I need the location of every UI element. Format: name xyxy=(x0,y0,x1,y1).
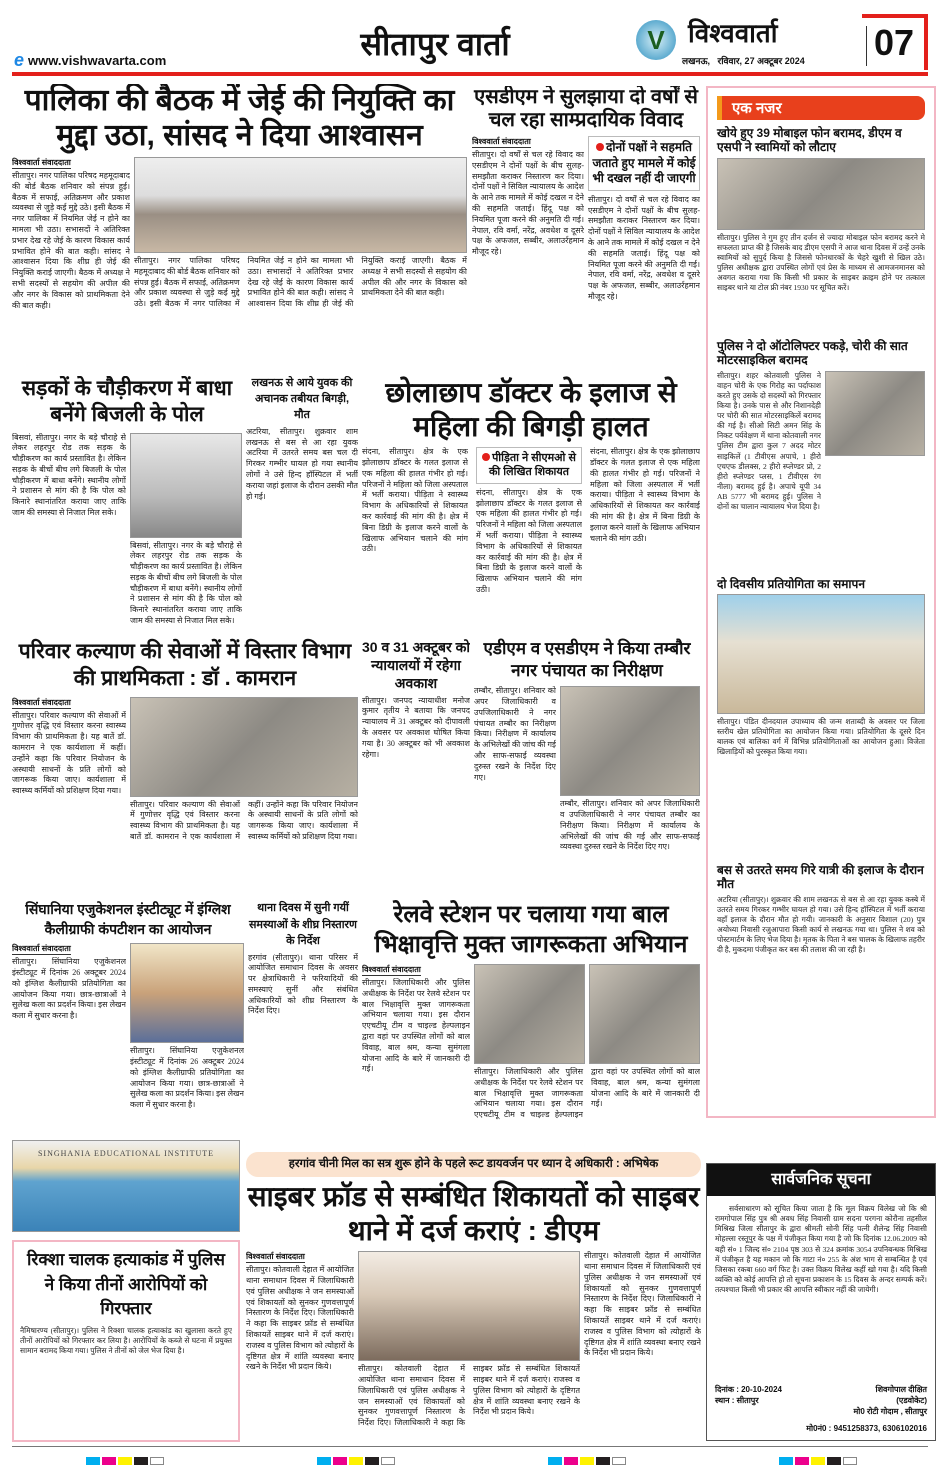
article-body: नैमिषारण्य (सीतापुर)। पुलिस ने रिक्शा चालक हत्याकांड का खुलासा करते हुए तीनों आरोपियों को गिरफ्तार कर लिया है। आरोपियों के कब्जे से घटना में प्रयुक्त सामान बरामद किया गया। पुलिस ने तीनों को जेल भेज दिया है। xyxy=(20,1325,232,1356)
bullet-icon xyxy=(482,453,490,461)
section-title: सीतापुर वार्ता xyxy=(360,26,510,62)
article-body: संदना, सीतापुर। क्षेत्र के एक झोलाछाप डॉक्टर के गलत इलाज से एक महिला की हालत गंभीर हो गई। परिजनों ने महिला को जिला अस्पताल में भर्ती कराया। पीड़िता ने स्वास्थ्य विभाग के अधिकारियों से शिकायत कर कार्रवाई की मांग की है। क्षेत्र में बिना डिग्री के इलाज करने वालों के खिलाफ अभियान चलाने की मांग उठी। xyxy=(362,447,468,554)
notice-title: सार्वजनिक सूचना xyxy=(707,1164,935,1196)
article-photo xyxy=(358,1251,580,1361)
headline-11: रेलवे स्टेशन पर चलाया गया बाल भिक्षावृत्ति मुक्त जागरूकता अभियान xyxy=(374,901,688,958)
headline-10: थाना दिवस में सुनी गयीं समस्याओं के शीघ्र निस्तारण के निर्देश xyxy=(248,902,357,947)
byline: विश्ववार्ता संवाददाता xyxy=(12,158,71,167)
pull-quote: दोनों पक्षों ने सहमति जताते हुए मामले में कोई भी दखल नहीं दी जाएगी xyxy=(588,136,700,191)
article-body: बिसवां, सीतापुर। नगर के बड़े चौराहे से लेकर लहरपुर रोड तक सड़क के चौड़ीकरण का कार्य प्रस्तावित है। लेकिन सड़क के बीचों बीच लगे बिजली के पोल चौड़ीकरण में बाधा बनेंगे। स्थानीय लोगों ने प्रशासन से मांग की है कि पोल को किनारे स्थानांतरित कराया जाए ताकि जाम की समस्या से निजात मिल सके। xyxy=(12,432,126,518)
rickshaw-story-box xyxy=(12,1240,240,1442)
article-photo xyxy=(130,697,358,797)
public-notice xyxy=(706,1163,936,1441)
headline-5: छोलाछाप डॉक्टर के इलाज से महिला की बिगड़ी हालत xyxy=(385,377,677,442)
article-body-cont: संदना, सीतापुर। क्षेत्र के एक झोलाछाप डॉक्टर के गलत इलाज से एक महिला की हालत गंभीर हो गई। परिजनों ने महिला को जिला अस्पताल में भर्ती कराया। पीड़िता ने स्वास्थ्य विभाग के अधिकारियों से शिकायत कर कार्रवाई की मांग की है। क्षेत्र में बिना डिग्री के इलाज करने वालों के खिलाफ अभियान चलाने की मांग उठी। xyxy=(476,487,582,594)
kicker-banner: हरगांव चीनी मिल का सत्र शुरू होने के पहले रूट डायवर्जन पर ध्यान दे अधिकारी : अभिषेक xyxy=(246,1152,701,1177)
sidebar-headline: खोये हुए 39 मोबाइल फोन बरामद, डीएम व एसपी ने स्वामियों को लौटाए xyxy=(717,126,902,155)
article-body-cont: सीतापुर। कोतवाली देहात में आयोजित थाना समाधान दिवस में जिलाधिकारी एवं पुलिस अधीक्षक ने जन समस्याओं एवं शिकायतों को सुनकर गुणवत्तापूर्ण निस्तारण के निर्देश दिए। जिलाधिकारी ने कहा कि साइबर फ्रॉड से सम्बंधित शिकायतें साइबर थाने में दर्ज कराएं। राजस्व व पुलिस विभाग को त्योहारों के दृष्टिगत क्षेत्र में शांति व्यवस्था बनाए रखने के निर्देश भी प्रदान किये। xyxy=(358,1364,580,1428)
sidebar-body: सीतापुर। शहर कोतवाली पुलिस ने वाहन चोरी के एक गिरोह का पर्दाफाश करते हुए उसके दो सदस्यों को गिरफ्तार किया है। उनके पास से और निशानदेही पर चोरी की सात मोटरसाइकिलें बरामद की गई है। सीओ सिटी अमन सिंह के निकट पर्यवेक्षण में थाना कोतवाली नगर पुलिस टीम द्वारा कुल 7 अदद मोटर साइकिलें (1 टीवीएस अपाचे, 1 हीरो एचएफ डीलक्स, 2 हीरो स्प्लेण्डर प्रो, 2 हीरो स्प्लेण्डर प्लस, 1 टीवीएस रंग नीला) बरामद हुई है। अपाचे यूपी 34 AB 5777 भी बरामद हुई। पुलिस ने दोनों का चालान न्यायालय भेज दिया है। xyxy=(717,370,821,512)
article-body-cont: तम्बौर, सीतापुर। शनिवार को अपर जिलाधिकारी व उपजिलाधिकारी ने नगर पंचायत तम्बौर का निरीक्षण किया। निरीक्षण में कार्यालय के अभिलेखों की जांच की गई और साफ-सफाई व्यवस्था दुरुस्त रखने के निर्देश दिए गए। xyxy=(560,799,700,852)
article-body: तम्बौर, सीतापुर। शनिवार को अपर जिलाधिकारी व उपजिलाधिकारी ने नगर पंचायत तम्बौर का निरीक्षण किया। निरीक्षण में कार्यालय के अभिलेखों की जांच की गई और साफ-सफाई व्यवस्था दुरुस्त रखने के निर्देश दिए गए। xyxy=(474,686,556,782)
article-10 xyxy=(248,900,358,1146)
sidebar-ek-nazar xyxy=(706,86,936,1118)
article-12 xyxy=(246,1152,701,1442)
article-body-cont: सीतापुर। कोतवाली देहात में आयोजित थाना समाधान दिवस में जिलाधिकारी एवं पुलिस अधीक्षक ने जन समस्याओं एवं शिकायतों को सुनकर गुणवत्तापूर्ण निस्तारण के निर्देश दिए। जिलाधिकारी ने कहा कि साइबर फ्रॉड से सम्बंधित शिकायतें साइबर थाने में दर्ज कराएं। राजस्व व पुलिस विभाग को त्योहारों के दृष्टिगत क्षेत्र में शांति व्यवस्था बनाए रखने के निर्देश भी प्रदान किये। xyxy=(584,1251,701,1358)
headline-13: रिक्शा चालक हत्याकांड में पुलिस ने किया तीनों आरोपियों को गिरफ्तार xyxy=(27,1250,225,1319)
article-11 xyxy=(362,900,700,1146)
article-1 xyxy=(12,84,467,348)
article-body: सीतापुर। जनपद न्यायाधीश मनोज कुमार तृतीय ने बताया कि जनपद न्यायालय में 31 अक्टूबर को दीपावली के अवसर पर अवकाश घोषित किया गया है। 30 अक्टूबर को भी अवकाश रहेगा। xyxy=(362,695,470,759)
notice-name: शिवगोपाल दीक्षित xyxy=(875,1385,927,1394)
headline-7: 30 व 31 अक्टूबर को न्यायालयों में रहेगा अवकाश xyxy=(362,639,470,692)
article-8 xyxy=(474,638,700,896)
notice-phone: मो0नं0 : 9451258373, 6306102016 xyxy=(806,1424,927,1433)
article-photo xyxy=(560,686,700,796)
headline-9: सिंघानिया एजुकेशनल इंस्टीट्यूट में इंग्लिश कैलीग्राफी कंपटीशन का आयोजन xyxy=(25,901,231,937)
header-rule xyxy=(12,72,928,76)
notice-role: (एडवोकेट) xyxy=(896,1396,927,1405)
article-2 xyxy=(472,86,700,368)
headline-12: साइबर फ्रॉड से सम्बंधित शिकायतों को साइबर थाने में दर्ज कराएं : डीएम xyxy=(247,1180,700,1246)
color-swatches xyxy=(86,1452,166,1470)
page-number-box xyxy=(862,14,928,70)
article-body-cont: सीतापुर। परिवार कल्याण की सेवाओं में गुणोत्तर वृद्धि एवं विस्तार करना स्वास्थ्य विभाग की प्राथमिकता है। यह बातें डॉ. कामरान ने एक कार्यशाला में कहीं। उन्होंने कहा कि परिवार नियोजन के अस्थायी साधनों के प्रति लोगों को जागरूक किया जाए। कार्यशाला में स्वास्थ्य कर्मियों को प्रशिक्षण दिया गया। xyxy=(130,799,358,841)
byline: विश्ववार्ता संवाददाता xyxy=(246,1252,305,1262)
headline-3: सड़कों के चौड़ीकरण में बाधा बनेंगे बिजली के पोल xyxy=(21,377,233,427)
article-body-cont: सीतापुर। जिलाधिकारी और पुलिस अधीक्षक के निर्देश पर रेलवे स्टेशन पर बाल भिक्षावृत्ति मुक्त जागरूकता अभियान चलाया गया। इस दौरान एएचटीयू टीम व चाइल्ड हेल्पलाइन द्वारा वहां पर उपस्थित लोगों को बाल विवाह, बाल श्रम, कन्या सुमंगला योजना आदि के बारे में जानकारी दी गई। xyxy=(474,1067,700,1120)
article-body: सीतापुर। सिंघानिया एजुकेशनल इंस्टीट्यूट में दिनांक 26 अक्टूबर 2024 को इंग्लिश कैलीग्राफी प्रतियोगिता का आयोजन किया गया। छात्र-छात्राओं ने सुलेख कला का प्रदर्शन किया। इस लेखन कला में सुधार करना है। xyxy=(12,957,126,1021)
article-body-cont: बिसवां, सीतापुर। नगर के बड़े चौराहे से लेकर लहरपुर रोड तक सड़क के चौड़ीकरण का कार्य प्रस्तावित है। लेकिन सड़क के बीचों बीच लगे बिजली के पोल चौड़ीकरण में बाधा बनेंगे। स्थानीय लोगों ने प्रशासन से मांग की है कि पोल को किनारे स्थानांतरित कराया जाए ताकि जाम की समस्या से निजात मिल सके। xyxy=(130,540,242,626)
article-4 xyxy=(246,376,358,632)
article-photo xyxy=(589,964,700,1064)
footer-rule xyxy=(12,1446,928,1447)
article-body: सीतापुर। दो वर्षों से चल रहे विवाद का एसडीएम ने दोनों पक्षों के बीच सुलह-समझौता कराकर निस्तारण कर दिया। दोनों पक्षों ने सिविल न्यायालय के आदेश के आने तक मामले में कोई दखल न देने की सहमति जताई। हिंदू पक्ष को नियमित पूजा करने की अनुमति दी गई। नेपाल, रवि वर्मा, नरेंद्र, अवधेश व दूसरे पक्ष के अफजल, सब्बीर, अलाउर्रहमान मौजूद रहे। xyxy=(472,150,584,257)
institute-sign: SINGHANIA EDUCATIONAL INSTITUTE xyxy=(37,1149,215,1158)
brand-logo-icon: V xyxy=(636,20,676,60)
article-body-cont: सीतापुर। दो वर्षों से चल रहे विवाद का एसडीएम ने दोनों पक्षों के बीच सुलह-समझौता कराकर निस्तारण कर दिया। दोनों पक्षों ने सिविल न्यायालय के आदेश के आने तक मामले में कोई दखल न देने की सहमति जताई। हिंदू पक्ष को नियमित पूजा करने की अनुमति दी गई। नेपाल, रवि वर्मा, नरेंद्र, अवधेश व दूसरे पक्ष के अफजल, सब्बीर, अलाउर्रहमान मौजूद रहे। xyxy=(588,194,700,301)
byline: विश्ववार्ता संवाददाता xyxy=(12,944,71,954)
browser-e-icon: e xyxy=(14,50,25,70)
article-7 xyxy=(362,638,470,896)
brand-name: विश्ववार्ता xyxy=(688,18,778,48)
article-body: सीतापुर। परिवार कल्याण की सेवाओं में गुणोत्तर वृद्धि एवं विस्तार करना स्वास्थ्य विभाग की प्राथमिकता है। यह बातें डॉ. कामरान ने एक कार्यशाला में कहीं। उन्होंने कहा कि परिवार नियोजन के अस्थायी साधनों के प्रति लोगों को जागरूक किया जाए। कार्यशाला में स्वास्थ्य कर्मियों को प्रशिक्षण दिया गया। xyxy=(12,710,126,796)
sidebar-body: सीतापुर। पुलिस ने गुम हुए तीन दर्जन से ज्यादा मोबाइल फोन बरामद करने मे सफलता प्राप्त की है जिसके बाद डीएम एसपी ने आज थाना दिवस में उन्हें उनके स्वामियों को सुपुर्द किया है जिससे फोनधारकों के चेहरे खुशी से खिल उठे। पुलिस अधीक्षक द्वारा उपस्थित लोगों एवं प्रेस के माध्यम से आमजनमानस को अवगत कराया गया कि किसी भी प्रकार के साइबर क्राइम होने पर तत्काल साइबर थाने या टोल फ्री नंबर 1930 पर सूचित करें। xyxy=(717,232,925,293)
article-photo xyxy=(130,433,242,538)
article-photo xyxy=(474,964,585,1064)
sidebar-label: एक नजर xyxy=(717,96,925,120)
article-body-cont: संदना, सीतापुर। क्षेत्र के एक झोलाछाप डॉक्टर के गलत इलाज से एक महिला की हालत गंभीर हो गई। परिजनों ने महिला को जिला अस्पताल में भर्ती कराया। पीड़िता ने स्वास्थ्य विभाग के अधिकारियों से शिकायत कर कार्रवाई की मांग की है। क्षेत्र में बिना डिग्री के इलाज करने वालों के खिलाफ अभियान चलाने की मांग उठी। xyxy=(590,447,700,543)
article-photo xyxy=(134,157,467,253)
article-body: सीतापुर। जिलाधिकारी और पुलिस अधीक्षक के निर्देश पर रेलवे स्टेशन पर बाल भिक्षावृत्ति मुक्त जागरूकता अभियान चलाया गया। इस दौरान एएचटीयू टीम व चाइल्ड हेल्पलाइन द्वारा वहां पर उपस्थित लोगों को बाल विवाह, बाल श्रम, कन्या सुमंगला योजना आदि के बारे में जानकारी दी गई। xyxy=(362,978,470,1074)
institute-photo xyxy=(12,1140,240,1232)
sidebar-photo xyxy=(717,158,925,230)
pull-quote: पीड़िता ने सीएमओ से की लिखित शिकायत xyxy=(476,447,582,484)
article-9 xyxy=(12,900,244,1134)
sidebar-photo xyxy=(717,594,925,714)
headline-4: लखनऊ से आये युवक की अचानक तबीयत बिगड़ी, मौत xyxy=(251,377,353,421)
sidebar-headline: पुलिस ने दो ऑटोलिफ्टर पकड़े, चोरी की सात मोटरसाइकिल बरामद xyxy=(717,338,908,368)
article-body: सीतापुर। नगर पालिका परिषद महमूदाबाद की बोर्ड बैठक शनिवार को संपन्न हुई। बैठक में सफाई, अतिक्रमण और प्रकाश व्यवस्था से जुड़े कई मुद्दे उठे। इसी बैठक में नगर पालिका में नियमित जेई न होने का मामला भी उठा। सभासदों ने अतिरिक्त प्रभार देख रहे जेई के कारण विकास कार्य प्रभावित होने की बात कही। सांसद ने आश्वासन दिया कि शीघ्र ही जेई की नियुक्ति कराई जाएगी। बैठक में अध्यक्ष ने सभी सदस्यों से सहयोग की अपील की और नगर के विकास को प्राथमिकता देने की बात कही। xyxy=(12,171,130,310)
notice-address: मो0 रोटी गोदाम , सीतापुर xyxy=(853,1407,927,1416)
registration-marks xyxy=(0,1452,945,1470)
article-body: अटरिया, सीतापुर। शुक्रवार शाम लखनऊ से बस से आ रहा युवक अटरिया में उतरते समय बस चल दी गिरकर गम्भीर घायल हो गया स्थानीय लोगों ने उसे हिन्द हॉस्पिटल में भर्ती कराया जहां इलाज के दौरान उसकी मौत हो गई। xyxy=(246,426,358,501)
sidebar-headline: बस से उतरते समय गिरे यात्री की इलाज के दौरान मौत xyxy=(717,862,924,892)
headline-6: परिवार कल्याण की सेवाओं में विस्तार विभाग की प्राथमिकता : डॉ . कामरान xyxy=(18,640,352,691)
website-url[interactable]: e www.vishwavarta.com xyxy=(14,50,167,70)
headline-1: पालिका की बैठक में जेई की नियुक्ति का मुद्दा उठा, सांसद ने दिया आश्वासन xyxy=(24,84,455,152)
headline-8: एडीएम व एसडीएम ने किया तम्बौर नगर पंचायत का निरीक्षण xyxy=(483,639,691,681)
bullet-icon xyxy=(596,143,604,151)
byline: विश्ववार्ता संवाददाता xyxy=(472,137,531,146)
page-number: 07 xyxy=(874,22,915,63)
headline-2: एसडीएम ने सुलझाया दो वर्षों से चल रहा साम्प्रदायिक विवाद xyxy=(474,86,698,131)
sidebar-body: सीतापुर। पंडित दीनदयाल उपाध्याय की जन्म शताब्दी के अवसर पर जिला स्तरीय खेल प्रतियोगिता का आयोजन किया गया। प्रतियोगिता के दूसरे दिन बालक एवं बालिका वर्ग में विभिन्न प्रतियोगिताओं का आयोजन हुआ। विजेता खिलाड़ियों को पुरस्कृत किया गया। xyxy=(717,716,925,757)
article-5 xyxy=(362,376,700,632)
article-body: सीतापुर। कोतवाली देहात में आयोजित थाना समाधान दिवस में जिलाधिकारी एवं पुलिस अधीक्षक ने जन समस्याओं एवं शिकायतों को सुनकर गुणवत्तापूर्ण निस्तारण के निर्देश दिए। जिलाधिकारी ने कहा कि साइबर फ्रॉड से सम्बंधित शिकायतें साइबर थाने में दर्ज कराएं। राजस्व व पुलिस विभाग को त्योहारों के दृष्टिगत क्षेत्र में शांति व्यवस्था बनाए रखने के निर्देश भी प्रदान किये। xyxy=(246,1265,354,1372)
sidebar-headline: दो दिवसीय प्रतियोगिता का समापन xyxy=(717,576,866,591)
sidebar-photo xyxy=(825,371,925,456)
article-body: हरगांव (सीतापुर)। थाना परिसर में आयोजित समाधान दिवस के अवसर पर क्षेत्राधिकारी ने फरियादियों की समस्याएं सुनीं और संबंधित अधिकारियों को शीघ्र निस्तारण के निर्देश दिए। xyxy=(248,952,358,1016)
article-photo xyxy=(130,943,244,1043)
byline: विश्ववार्ता संवाददाता xyxy=(12,697,71,707)
notice-body: सर्वसाधारण को सूचित किया जाता है कि मूल विक्रय विलेख जो कि श्री रामगोपाल सिंह पुत्र श्री अवध सिंह निवासी ग्राम सदना परगना कोरौना तहसील मिश्रिख जिला सीतापुर के द्वारा श्रीमती सोनी सिंह पत्नी शैलेन्द्र सिंह निवासी मोहल्ला रस्तूपुर के पक्ष में पंजीकृत किया गया है जो कि दिनांक 12.06.2009 को बही सं० 1 जिल्द सं० 2104 पृष्ठ 303 से 324 क्रमांक 3054 उपनिबन्धक मिश्रिख में पंजीकृत है यह मकान जो कि गाटा नं० 255 के अंश भाग से सम्बन्धित है एवं जिसका रकबा 660 वर्ग फिट है। उक्त विक्रय विलेख कहीं खो गया है। यदि किसी व्यक्ति को कोई आपत्ति हो तो सूचना प्रकाशन के 15 दिवस के अन्दर सम्पर्क करें। तत्पश्चात किसी भी प्रकार की आपत्ति स्वीकार नहीं की जायेगी। xyxy=(715,1204,927,1294)
sidebar-body: अटरिया (सीतापुर)। शुक्रवार की शाम लखनऊ से बस से आ रहा युवक कस्बे में उतरते समय गिरकर गम्भीर घायल हो गया। उसे हिन्द हॉस्पिटल में भर्ती कराया वहाँ इलाज के दौरान मौत हो गयी। जानकारी के अनुसार विशाल (20) पुत्र अयोध्या निवासी रजुआपारा किसी कार्य से लखनऊ गया था। पुलिस ने शव को पोस्टमार्टम के लिए भेज दिया है। मृतक के पिता ने बस चालक के खिलाफ तहरीर दी है, मुकदमा पंजीकृत कर बस की तलाश की जा रही है। xyxy=(717,894,925,955)
article-6 xyxy=(12,638,358,896)
article-3 xyxy=(12,376,242,632)
article-body-cont: सीतापुर। सिंघानिया एजुकेशनल इंस्टीट्यूट में दिनांक 26 अक्टूबर 2024 को इंग्लिश कैलीग्राफी प्रतियोगिता का आयोजन किया गया। छात्र-छात्राओं ने सुलेख कला का प्रदर्शन किया। इस लेखन कला में सुधार करना है। xyxy=(130,1046,244,1110)
color-swatches xyxy=(317,1452,397,1470)
article-body-cont: सीतापुर। नगर पालिका परिषद महमूदाबाद की बोर्ड बैठक शनिवार को संपन्न हुई। बैठक में सफाई, अतिक्रमण और प्रकाश व्यवस्था से जुड़े कई मुद्दे उठे। इसी बैठक में नगर पालिका में नियमित जेई न होने का मामला भी उठा। सभासदों ने अतिरिक्त प्रभार देख रहे जेई के कारण विकास कार्य प्रभावित होने की बात कही। सांसद ने आश्वासन दिया कि शीघ्र ही जेई की नियुक्ति कराई जाएगी। बैठक में अध्यक्ष ने सभी सदस्यों से सहयोग की अपील की और नगर के विकास को प्राथमिकता देने की बात कही। xyxy=(134,256,467,309)
notice-place: स्थान : सीतापुर xyxy=(715,1396,759,1405)
color-swatches xyxy=(548,1452,628,1470)
byline: विश्ववार्ता संवाददाता xyxy=(362,965,421,974)
dateline: लखनऊ, रविवार, 27 अक्टूबर 2024 xyxy=(682,56,805,66)
color-swatches xyxy=(779,1452,859,1470)
notice-date: दिनांक : 20-10-2024 xyxy=(715,1385,783,1394)
